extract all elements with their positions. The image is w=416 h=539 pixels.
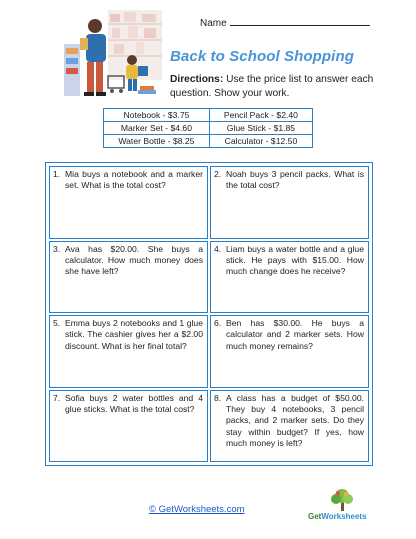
directions-text: Use the price list to answer each question. Show your work.	[170, 74, 374, 99]
price-cell: Notebook - $3.75	[104, 109, 210, 122]
price-row	[104, 135, 313, 148]
question-box[interactable]	[49, 315, 208, 388]
price-cell: Water Bottle - $8.25	[104, 135, 210, 148]
price-list-table	[103, 108, 313, 148]
question-number: 6.	[214, 318, 222, 328]
logo-text-get: Get	[308, 512, 322, 521]
question-box[interactable]	[49, 241, 208, 314]
question-box[interactable]	[210, 166, 369, 239]
getworksheets-link[interactable]: © GetWorksheets.com	[149, 504, 245, 515]
question-text: A class has a budget of $50.00. They buy 4 notebooks, 3 pencil packs, and 2 marker sets. Do they stay within budget? If yes, how much money is left?	[226, 392, 364, 449]
price-cell: Marker Set - $4.60	[104, 122, 210, 135]
question-number: 2.	[214, 169, 222, 179]
question-text: Noah buys 3 pencil packs. What is the total cost?	[226, 169, 364, 191]
question-box[interactable]	[210, 315, 369, 388]
logo-text	[308, 512, 367, 521]
getworksheets-logo[interactable]	[308, 487, 378, 527]
question-number: 5.	[53, 318, 61, 328]
question-text: Sofia buys 2 water bottles and 4 glue sticks. What is the total cost?	[65, 392, 203, 414]
question-box[interactable]	[49, 390, 208, 463]
name-label: Name	[200, 18, 227, 29]
question-text: Mia buys a notebook and a marker set. What is the total cost?	[65, 169, 203, 191]
questions-grid	[45, 162, 373, 466]
price-cell: Calculator - $12.50	[209, 135, 312, 148]
logo-text-worksheets: Worksheets	[321, 512, 367, 521]
name-field	[200, 16, 370, 29]
question-number: 7.	[53, 392, 61, 403]
question-text: Ben has $30.00. He buys a calculator and 2 marker sets. How much money remains?	[226, 318, 364, 351]
question-box[interactable]	[210, 241, 369, 314]
worksheet-title: Back to School Shopping	[170, 48, 354, 65]
price-row	[104, 109, 313, 122]
price-cell: Glue Stick - $1.85	[209, 122, 312, 135]
question-number: 1.	[53, 169, 61, 179]
directions	[170, 73, 380, 101]
tree-icon	[308, 487, 378, 513]
question-text: Ava has $20.00. She buys a calculator. How much money does she have left?	[65, 243, 203, 277]
question-number: 8.	[214, 392, 222, 403]
question-text: Emma buys 2 notebooks and 1 glue stick. The cashier gives her a $2.00 discount. What is her final total?	[65, 318, 203, 351]
name-underline	[230, 16, 370, 26]
question-number: 3.	[53, 243, 61, 254]
price-row	[104, 122, 313, 135]
question-box[interactable]	[49, 166, 208, 239]
question-text: Liam buys a water bottle and a glue stick. He pays with $15.00. How much change does he receive?	[226, 243, 364, 277]
price-cell: Pencil Pack - $2.40	[209, 109, 312, 122]
question-box[interactable]	[210, 390, 369, 463]
shopping-illustration	[62, 10, 164, 100]
directions-label: Directions:	[170, 74, 224, 85]
question-number: 4.	[214, 243, 222, 254]
